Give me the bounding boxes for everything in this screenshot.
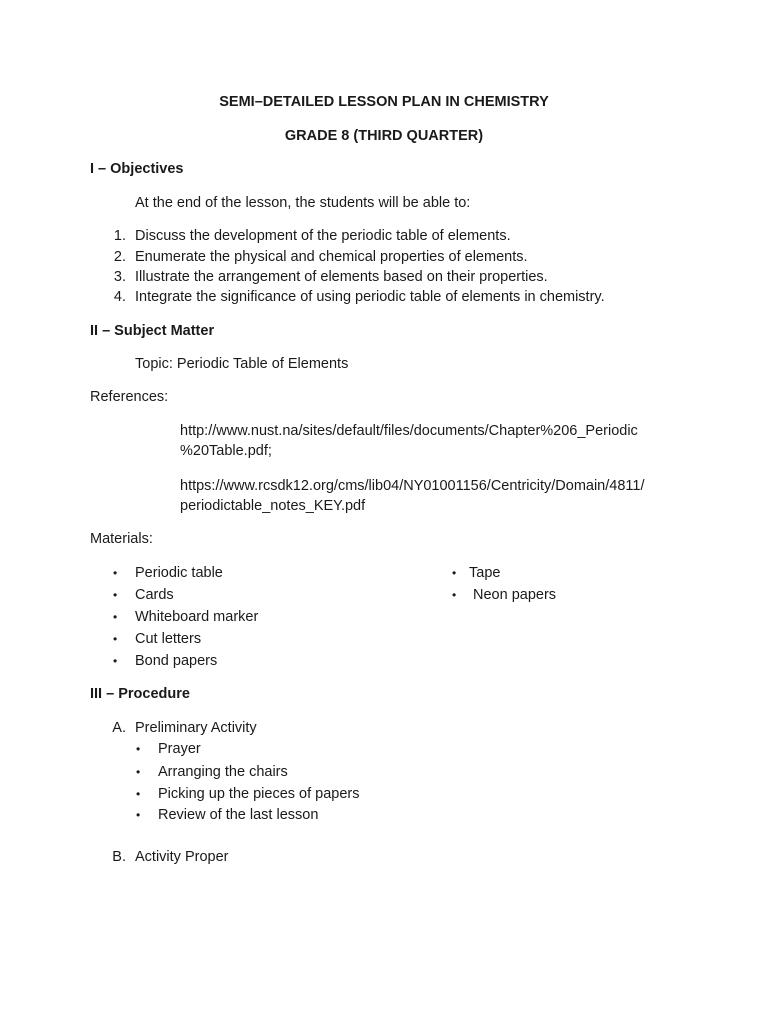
reference-link[interactable]: https://www.rcsdk12.org/cms/lib04/NY01001156/Centricity/Domain/4811/ [180, 478, 645, 494]
objective-item: Enumerate the physical and chemical properties of elements. [135, 249, 528, 265]
bullet-icon: • [113, 654, 118, 668]
material-item: Tape [469, 565, 501, 581]
objective-item: Discuss the development of the periodic table of elements. [135, 228, 511, 244]
procedure-item: Picking up the pieces of papers [158, 786, 360, 802]
procedure-heading: III – Procedure [90, 686, 190, 702]
material-item: Cut letters [135, 631, 202, 647]
objective-number: 3. [113, 269, 126, 285]
materials-label: Materials: [90, 531, 153, 547]
objective-number: 4. [113, 289, 126, 305]
bullet-icon: • [113, 566, 118, 580]
document-subtitle: GRADE 8 (THIRD QUARTER) [284, 128, 484, 144]
reference-link-continued[interactable]: periodictable_notes_KEY.pdf [180, 498, 366, 514]
topic-text: Topic: Periodic Table of Elements [135, 356, 349, 372]
procedure-letter: A. [112, 720, 126, 736]
procedure-letter: B. [112, 849, 126, 865]
objective-item: Integrate the significance of using periodic table of elements in chemistry. [135, 289, 605, 305]
material-item: Periodic table [135, 565, 223, 581]
objectives-intro: At the end of the lesson, the students will be able to: [135, 195, 471, 211]
objective-item: Illustrate the arrangement of elements based on their properties. [135, 269, 548, 285]
bullet-icon: • [136, 787, 141, 801]
bullet-icon: • [136, 765, 141, 779]
material-item: Neon papers [473, 587, 557, 603]
material-item: Bond papers [135, 653, 218, 669]
objective-number: 2. [113, 249, 126, 265]
material-item: Whiteboard marker [135, 609, 259, 625]
reference-link-continued[interactable]: %20Table.pdf; [180, 443, 272, 459]
bullet-icon: • [113, 610, 118, 624]
objective-number: 1. [113, 228, 126, 244]
bullet-icon: • [113, 588, 118, 602]
bullet-icon: • [452, 588, 457, 602]
reference-link[interactable]: http://www.nust.na/sites/default/files/documents/Chapter%206_Periodic [180, 423, 638, 439]
subject-matter-heading: II – Subject Matter [90, 323, 215, 339]
document-title: SEMI–DETAILED LESSON PLAN IN CHEMISTRY [219, 94, 549, 110]
procedure-section-title: Preliminary Activity [135, 720, 257, 736]
references-label: References: [90, 389, 169, 405]
procedure-item: Review of the last lesson [158, 807, 319, 823]
bullet-icon: • [136, 808, 141, 822]
bullet-icon: • [113, 632, 118, 646]
objectives-heading: I – Objectives [90, 161, 184, 177]
procedure-item: Arranging the chairs [158, 764, 288, 780]
procedure-item: Prayer [158, 741, 201, 757]
procedure-section-title: Activity Proper [135, 849, 229, 865]
bullet-icon: • [452, 566, 457, 580]
material-item: Cards [135, 587, 174, 603]
bullet-icon: • [136, 742, 141, 756]
